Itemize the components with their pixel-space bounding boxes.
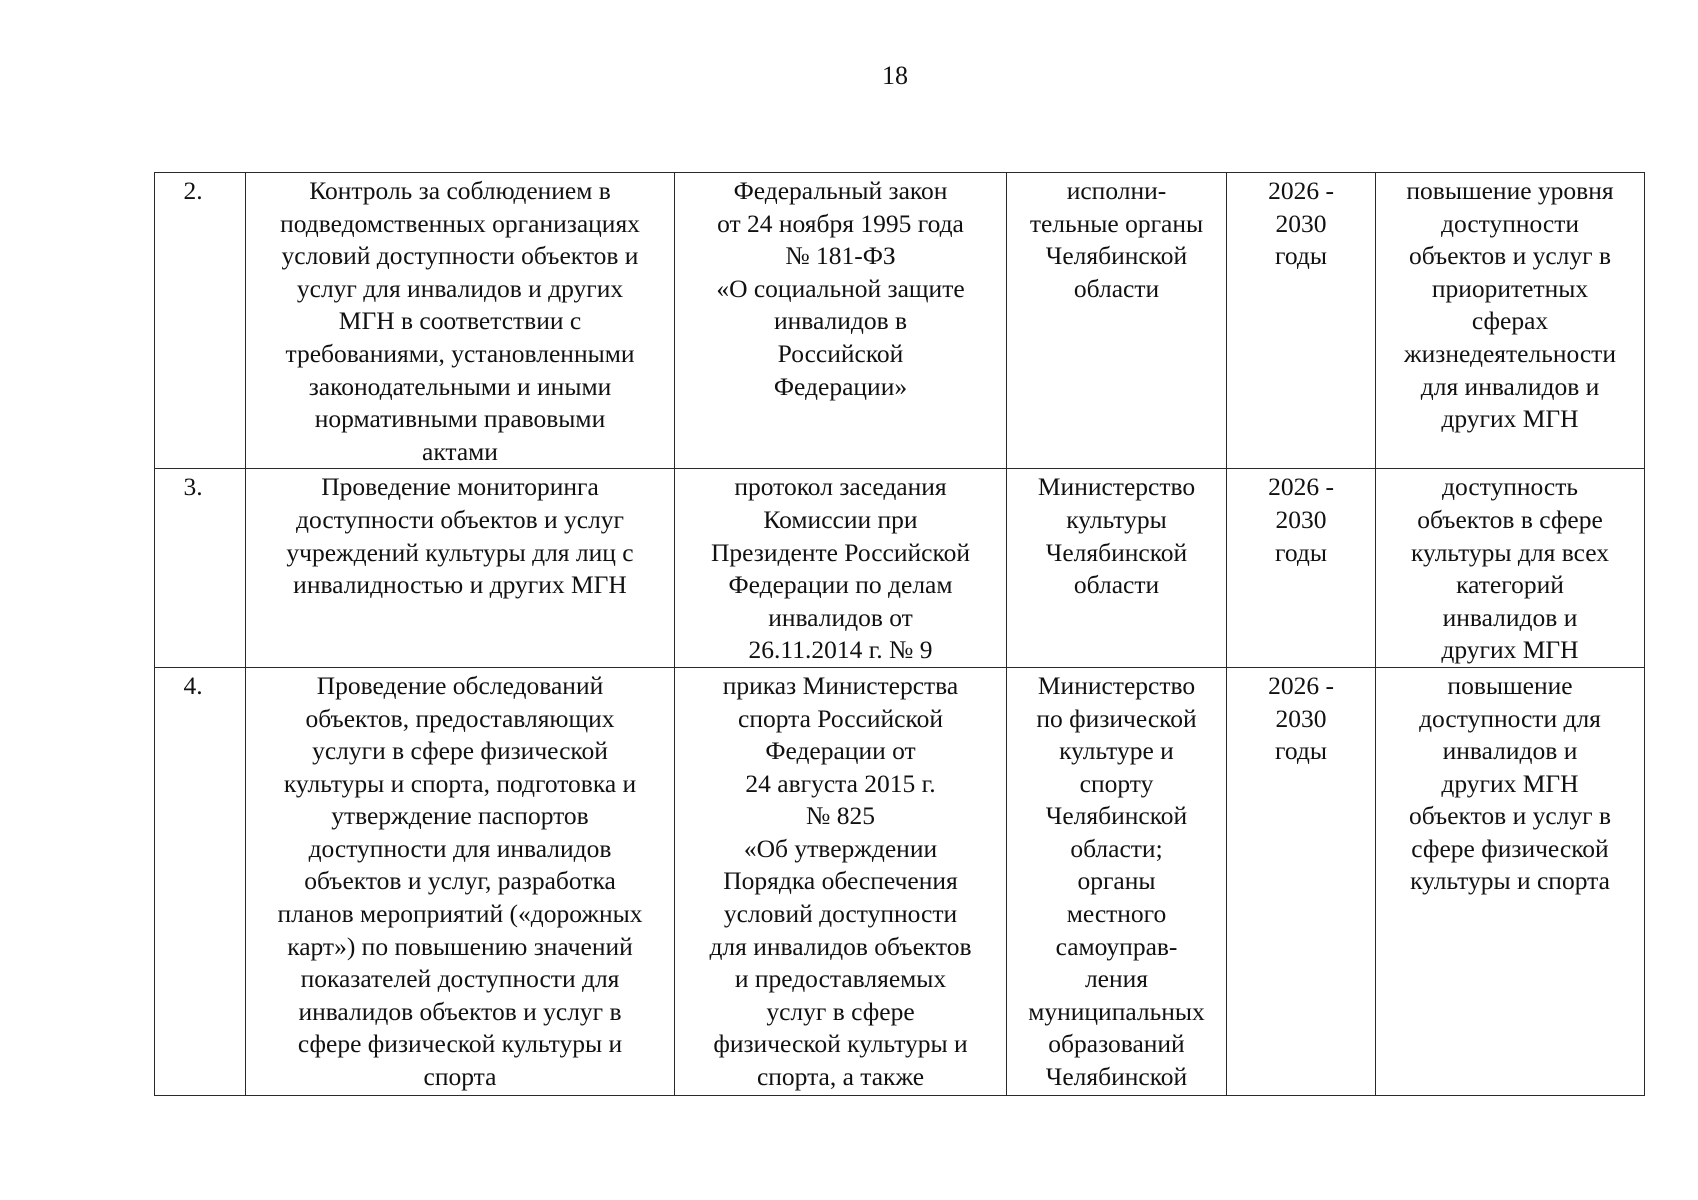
- measure-description: Проведение обследований объектов, предоставляющих услуги в сфере физической культуры и спорта, подготовка и утверждение паспортов доступности для инвалидов объектов и услуг, разработка планов мероприятий («дорожных карт») по повышению значений показателей доступности для инвалидов объектов и услуг в сфере физической культуры и спорта: [246, 667, 675, 1095]
- implementation-term: 2026 - 2030 годы: [1227, 667, 1376, 1095]
- responsible-executor: исполни- тельные органы Челябинской области: [1007, 173, 1227, 469]
- expected-result: доступность объектов в сфере культуры для всех категорий инвалидов и других МГН: [1376, 469, 1645, 668]
- responsible-executor: Министерство культуры Челябинской области: [1007, 469, 1227, 668]
- table-row: [155, 469, 1645, 668]
- row-number: 3.: [155, 469, 246, 668]
- measure-description: Проведение мониторинга доступности объектов и услуг учреждений культуры для лиц с инвалидностью и других МГН: [246, 469, 675, 668]
- legal-basis: Федеральный закон от 24 ноября 1995 года № 181-ФЗ «О социальной защите инвалидов в Российской Федерации»: [675, 173, 1007, 469]
- measures-table: [154, 172, 1645, 1096]
- row-number: 2.: [155, 173, 246, 469]
- responsible-executor: Министерство по физической культуре и спорту Челябинской области; органы местного самоуправ- ления муниципальных образований Челябинской: [1007, 667, 1227, 1095]
- measure-description: Контроль за соблюдением в подведомственных организациях условий доступности объектов и услуг для инвалидов и других МГН в соответствии с требованиями, установленными законодательными и иными нормативными правовыми актами: [246, 173, 675, 469]
- expected-result: повышение доступности для инвалидов и других МГН объектов и услуг в сфере физической культуры и спорта: [1376, 667, 1645, 1095]
- table-row: [155, 173, 1645, 469]
- expected-result: повышение уровня доступности объектов и услуг в приоритетных сферах жизнедеятельности для инвалидов и других МГН: [1376, 173, 1645, 469]
- legal-basis: протокол заседания Комиссии при Президенте Российской Федерации по делам инвалидов от 26.11.2014 г. № 9: [675, 469, 1007, 668]
- legal-basis: приказ Министерства спорта Российской Федерации от 24 августа 2015 г. № 825 «Об утверждении Порядка обеспечения условий доступности для инвалидов объектов и предоставляемых услуг в сфере физической культуры и спорта, а также: [675, 667, 1007, 1095]
- implementation-term: 2026 - 2030 годы: [1227, 173, 1376, 469]
- table-row: [155, 667, 1645, 1095]
- row-number: 4.: [155, 667, 246, 1095]
- implementation-term: 2026 - 2030 годы: [1227, 469, 1376, 668]
- page-number: 18: [882, 61, 908, 90]
